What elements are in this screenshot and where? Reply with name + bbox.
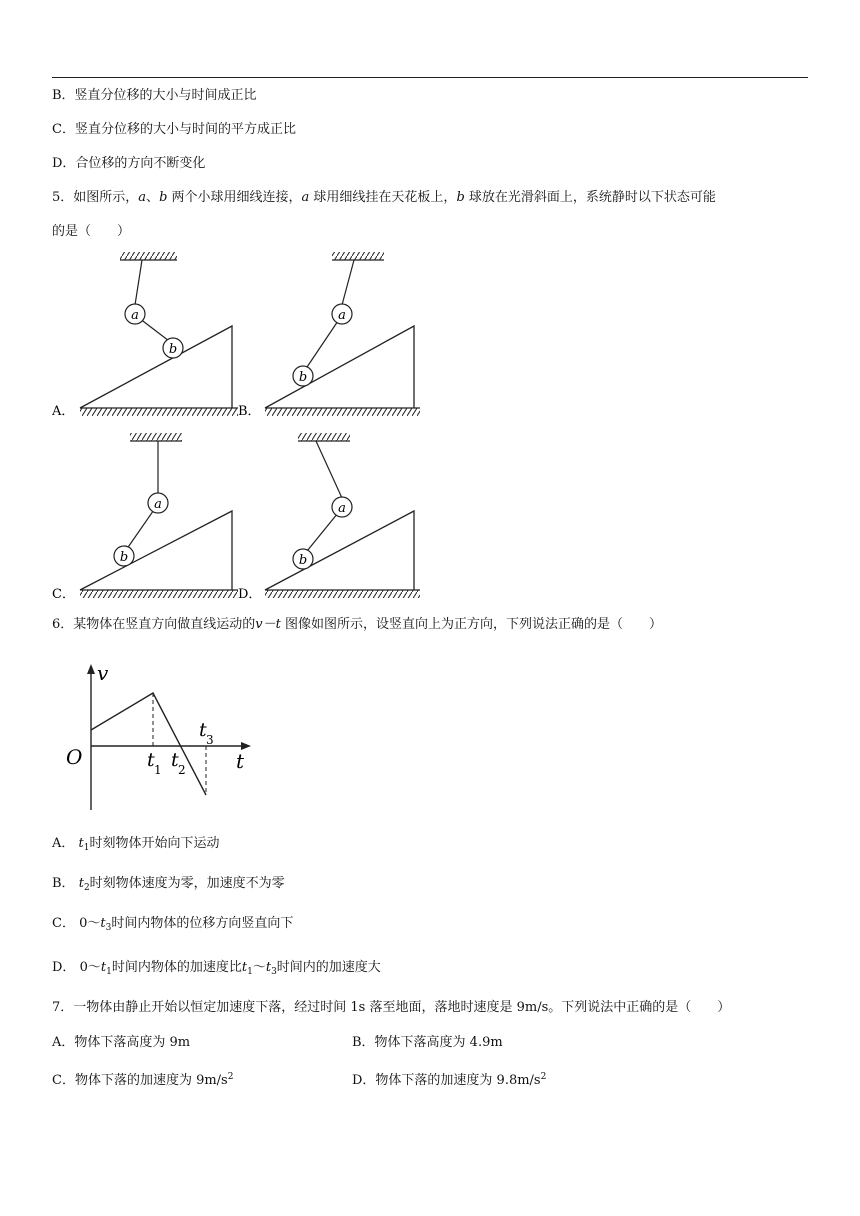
svg-text:t: t <box>171 749 179 771</box>
ball-a-label: a <box>131 308 139 323</box>
q7-option-b: B．物体下落高度为 4.9m <box>352 1035 503 1050</box>
v-axis-label: v <box>97 661 109 685</box>
q6-option-a: A． $t_1$时刻物体开始向下运动 <box>52 836 220 853</box>
t-axis-label: t <box>236 749 245 773</box>
figure-b <box>265 252 420 416</box>
prev-option-b: B．竖直分位移的大小与时间成正比 <box>52 88 257 103</box>
q5-stem-line1 <box>52 189 716 207</box>
ball-a-label: a <box>154 497 162 512</box>
q5-var-b: b <box>456 190 465 205</box>
figure-c <box>80 433 238 598</box>
q5-stem-text: 两个小球用细线连接， <box>167 190 302 205</box>
figure-a-label: A． <box>52 404 75 419</box>
q5-stem-text: 球用细线挂在天花板上， <box>309 190 457 205</box>
vt-line <box>91 693 206 795</box>
q7-option-c: C．物体下落的加速度为 $9m/s^2$ <box>52 1072 234 1088</box>
svg-text:t: t <box>199 719 207 741</box>
q6-stem-text: 6．某物体在竖直方向做直线运动的 <box>52 617 256 632</box>
vt-graph <box>58 660 258 815</box>
svg-text:t: t <box>147 749 155 771</box>
svg-text:1: 1 <box>154 763 162 777</box>
figure-d-label: D． <box>238 587 262 602</box>
t3-label <box>199 719 214 747</box>
q5-stem-text: 5．如图所示， <box>52 190 139 205</box>
q6-stem <box>52 616 662 634</box>
header-rule <box>52 77 808 78</box>
ball-b-label: b <box>168 342 178 357</box>
q6-option-c: C． $0\sim t_3$时间内物体的位移方向竖直向下 <box>52 916 294 933</box>
t2-label <box>171 749 186 777</box>
q6-vt-symbol: v－t <box>255 617 281 632</box>
prev-option-c: C．竖直分位移的大小与时间的平方成正比 <box>52 122 296 137</box>
q6-option-b: B． $t_2$时刻物体速度为零，加速度不为零 <box>52 876 285 893</box>
q7-option-d: D．物体下落的加速度为 $9.8m/s^2$ <box>352 1072 547 1088</box>
ball-b-label: b <box>298 553 308 568</box>
figure-d <box>265 433 420 598</box>
ball-a-label: a <box>338 501 346 516</box>
q5-stem-line2: 的是（ ） <box>52 224 131 239</box>
svg-text:2: 2 <box>178 763 186 777</box>
ball-b-label: b <box>119 550 129 565</box>
figure-a <box>80 252 238 416</box>
q5-sep: 、 <box>146 190 160 205</box>
q5-var-b: b <box>159 190 168 205</box>
origin-label: O <box>66 745 83 769</box>
q5-var-a: a <box>301 190 310 205</box>
q5-var-a: a <box>138 190 147 205</box>
q6-option-d: D． $0\sim t_1$时间内物体的加速度比$t_1\sim t_3$时间内的加速度大 <box>52 960 381 977</box>
figure-c-label: C． <box>52 587 75 602</box>
q5-stem-text: 球放在光滑斜面上，系统静时以下状态可能 <box>464 190 716 205</box>
ball-a-label: a <box>338 308 346 323</box>
q7-stem: 7．一物体由静止开始以恒定加速度下落，经过时间 1s 落至地面，落地时速度是 9m/s。下列说法中正确的是（ ） <box>52 1000 731 1015</box>
q7-option-a: A．物体下落高度为 9m <box>52 1035 191 1050</box>
ball-b-label: b <box>298 370 308 385</box>
t1-label <box>147 749 162 777</box>
prev-option-d: D．合位移的方向不断变化 <box>52 156 206 171</box>
svg-text:3: 3 <box>206 733 214 747</box>
figure-b-label: B． <box>238 404 261 419</box>
q5-figures <box>52 248 432 608</box>
q6-stem-text: 图像如图所示，设竖直向上为正方向，下列说法正确的是（ ） <box>280 617 662 632</box>
